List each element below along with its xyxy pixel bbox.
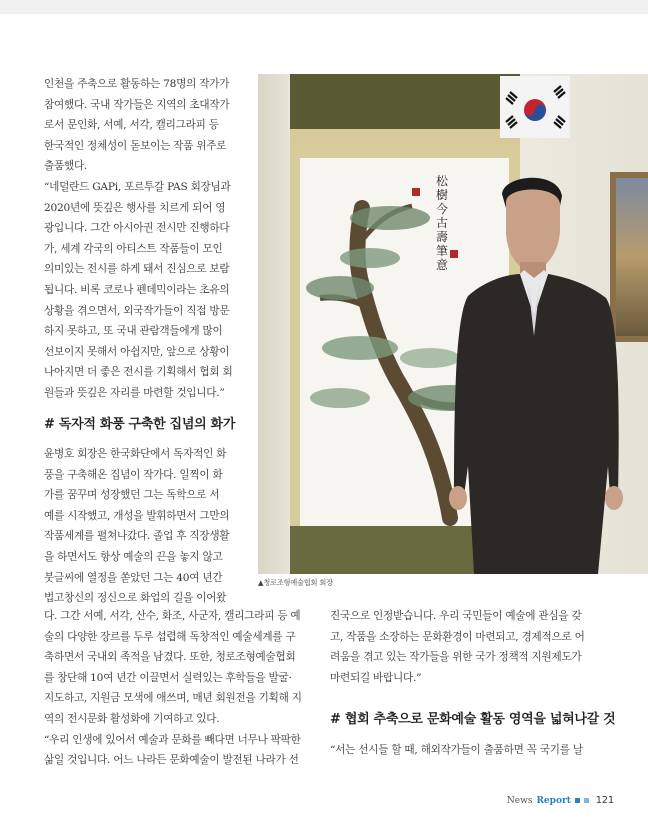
text-line: “네덜란드 GAPi, 포르투갈 PAS 회장님과 xyxy=(44,180,231,193)
text-line: 작품세계를 펼쳐나갔다. 졸업 후 직장생활 xyxy=(44,530,230,543)
footer-report-label: Report xyxy=(536,795,571,806)
footer-news-label: News xyxy=(506,795,533,806)
text-line: “우리 인생에 있어서 예술과 문화를 빼다면 너무나 팍팍한 xyxy=(44,733,301,746)
section-heading-1: # 독자적 화풍 구축한 집념의 화가 xyxy=(44,417,236,432)
text-line: 가, 세계 각국의 아티스트 작품들이 모인 xyxy=(44,242,223,255)
page-footer xyxy=(507,795,614,806)
text-line: 풍을 구축해온 집념이 작가다. 일찍이 화 xyxy=(44,468,223,481)
text-line: 고, 작품을 소장하는 문화환경이 마련되고, 경제적으로 어 xyxy=(330,630,585,643)
inscription-char: 今 xyxy=(436,202,449,216)
text-line: 출품했다. xyxy=(44,160,88,173)
scroll-rod xyxy=(290,129,520,144)
man-portrait xyxy=(448,166,628,574)
photo-caption: ▲청로조형예술협회 회장 xyxy=(258,578,333,587)
wall-panel xyxy=(258,74,290,574)
text-line: 축하면서 국내외 족적을 남겼다. 또한, 청로조형예술협회 xyxy=(44,651,296,664)
page-top-strip xyxy=(0,0,648,14)
text-line: 진국으로 인정받습니다. 우리 국민들이 예술에 관심을 갖 xyxy=(330,610,582,622)
text-line: 을 하면서도 항상 예술의 끈을 놓지 않고 xyxy=(44,550,223,563)
text-line: 의미있는 전시를 하게 돼서 진심으로 보람 xyxy=(44,263,230,276)
text-line: 원들과 뜻깊은 자리를 마련할 것입니다.” xyxy=(44,386,225,399)
text-line: 선보이지 못해서 아쉽지만, 앞으로 상황이 xyxy=(44,345,230,358)
column-right-continuation xyxy=(330,740,600,761)
text-line: 한국적인 정체성이 돋보이는 작품 위주로 xyxy=(44,139,227,152)
text-line: 로서 문인화, 서예, 서각, 캘리그라피 등 xyxy=(44,119,219,132)
text-line: 역의 전시문화 활성화에 기여하고 있다. xyxy=(44,712,220,725)
text-line: 하지 못하고, 또 국내 관람객들에게 많이 xyxy=(44,325,223,338)
inscription-char: 筆 xyxy=(436,244,449,258)
text-line: 를 창단해 10여 년간 이끌면서 실력있는 후학들을 발굴· xyxy=(44,671,292,684)
text-line: 참여했다. 국내 작가들은 지역의 초대작가 xyxy=(44,98,230,111)
text-line: 려움을 겪고 있는 작가들을 위한 국가 정책적 지원제도가 xyxy=(330,651,582,664)
text-line: 윤병호 회장은 한국화단에서 독자적인 화 xyxy=(44,448,227,460)
column-right-text xyxy=(330,606,600,688)
text-line: 됩니다. 비록 코로나 펜데믹이라는 초유의 xyxy=(44,283,230,296)
inscription-char: 壽 xyxy=(436,230,449,244)
square-icon xyxy=(584,798,589,803)
column-1-text xyxy=(44,74,250,404)
page-number: 121 xyxy=(595,795,614,806)
column-wide-text xyxy=(44,606,314,771)
text-line: 법고창신의 정신으로 화업의 길을 이어왔 xyxy=(44,592,227,605)
text-line: 나아지면 더 좋은 전시를 기획해서 협회 회 xyxy=(44,366,233,379)
text-line: 술의 다양한 장르를 두루 섭렵해 독창적인 예술세계를 구 xyxy=(44,630,296,643)
column-1-lower-text xyxy=(44,444,250,609)
text-line: 예를 시작했고, 개성을 발휘하면서 그만의 xyxy=(44,509,230,522)
flag-icon xyxy=(500,76,570,138)
korean-flag xyxy=(500,76,570,138)
text-line: 상황을 겪으면서, 외국작가들이 직접 방문 xyxy=(44,304,230,317)
text-line: 붓글씨에 열정을 쏟았던 그는 40여 년간 xyxy=(44,571,223,584)
text-line: 삶일 것입니다. 어느 나라든 문화예술이 발전된 나라가 선 xyxy=(44,754,299,767)
inscription-char: 樹 xyxy=(436,188,449,202)
inscription-char: 意 xyxy=(436,258,449,272)
inscription-char: 松 xyxy=(436,174,449,188)
text-line: 다. 그간 서예, 서각, 산수, 화조, 사군자, 캘리그라피 등 예 xyxy=(44,610,301,622)
section-heading-2: # 협회 추축으로 문화예술 활동 영역을 넓혀나갈 것 xyxy=(330,712,616,727)
text-line: 2020년에 뜻깊은 행사를 치르게 되어 영 xyxy=(44,201,226,214)
text-line: 가를 꿈꾸며 성장했던 그는 독학으로 서 xyxy=(44,489,220,502)
text-line: “서는 선시들 할 때, 해외작가들이 출품하면 꼭 국기를 날 xyxy=(330,744,583,756)
text-line: 마련되길 바랍니다.” xyxy=(330,671,422,684)
inscription-char: 古 xyxy=(436,216,449,230)
scroll-top-mount xyxy=(290,74,520,129)
text-line: 인천을 주축으로 활동하는 78명의 작가가 xyxy=(44,78,230,90)
text-line: 지도하고, 지원금 모색에 애쓰며, 매년 회원전을 기획해 지 xyxy=(44,692,302,705)
portrait-photo xyxy=(258,74,648,574)
square-icon xyxy=(575,798,580,803)
text-line: 광입니다. 그간 아시아권 전시만 진행하다 xyxy=(44,222,230,235)
